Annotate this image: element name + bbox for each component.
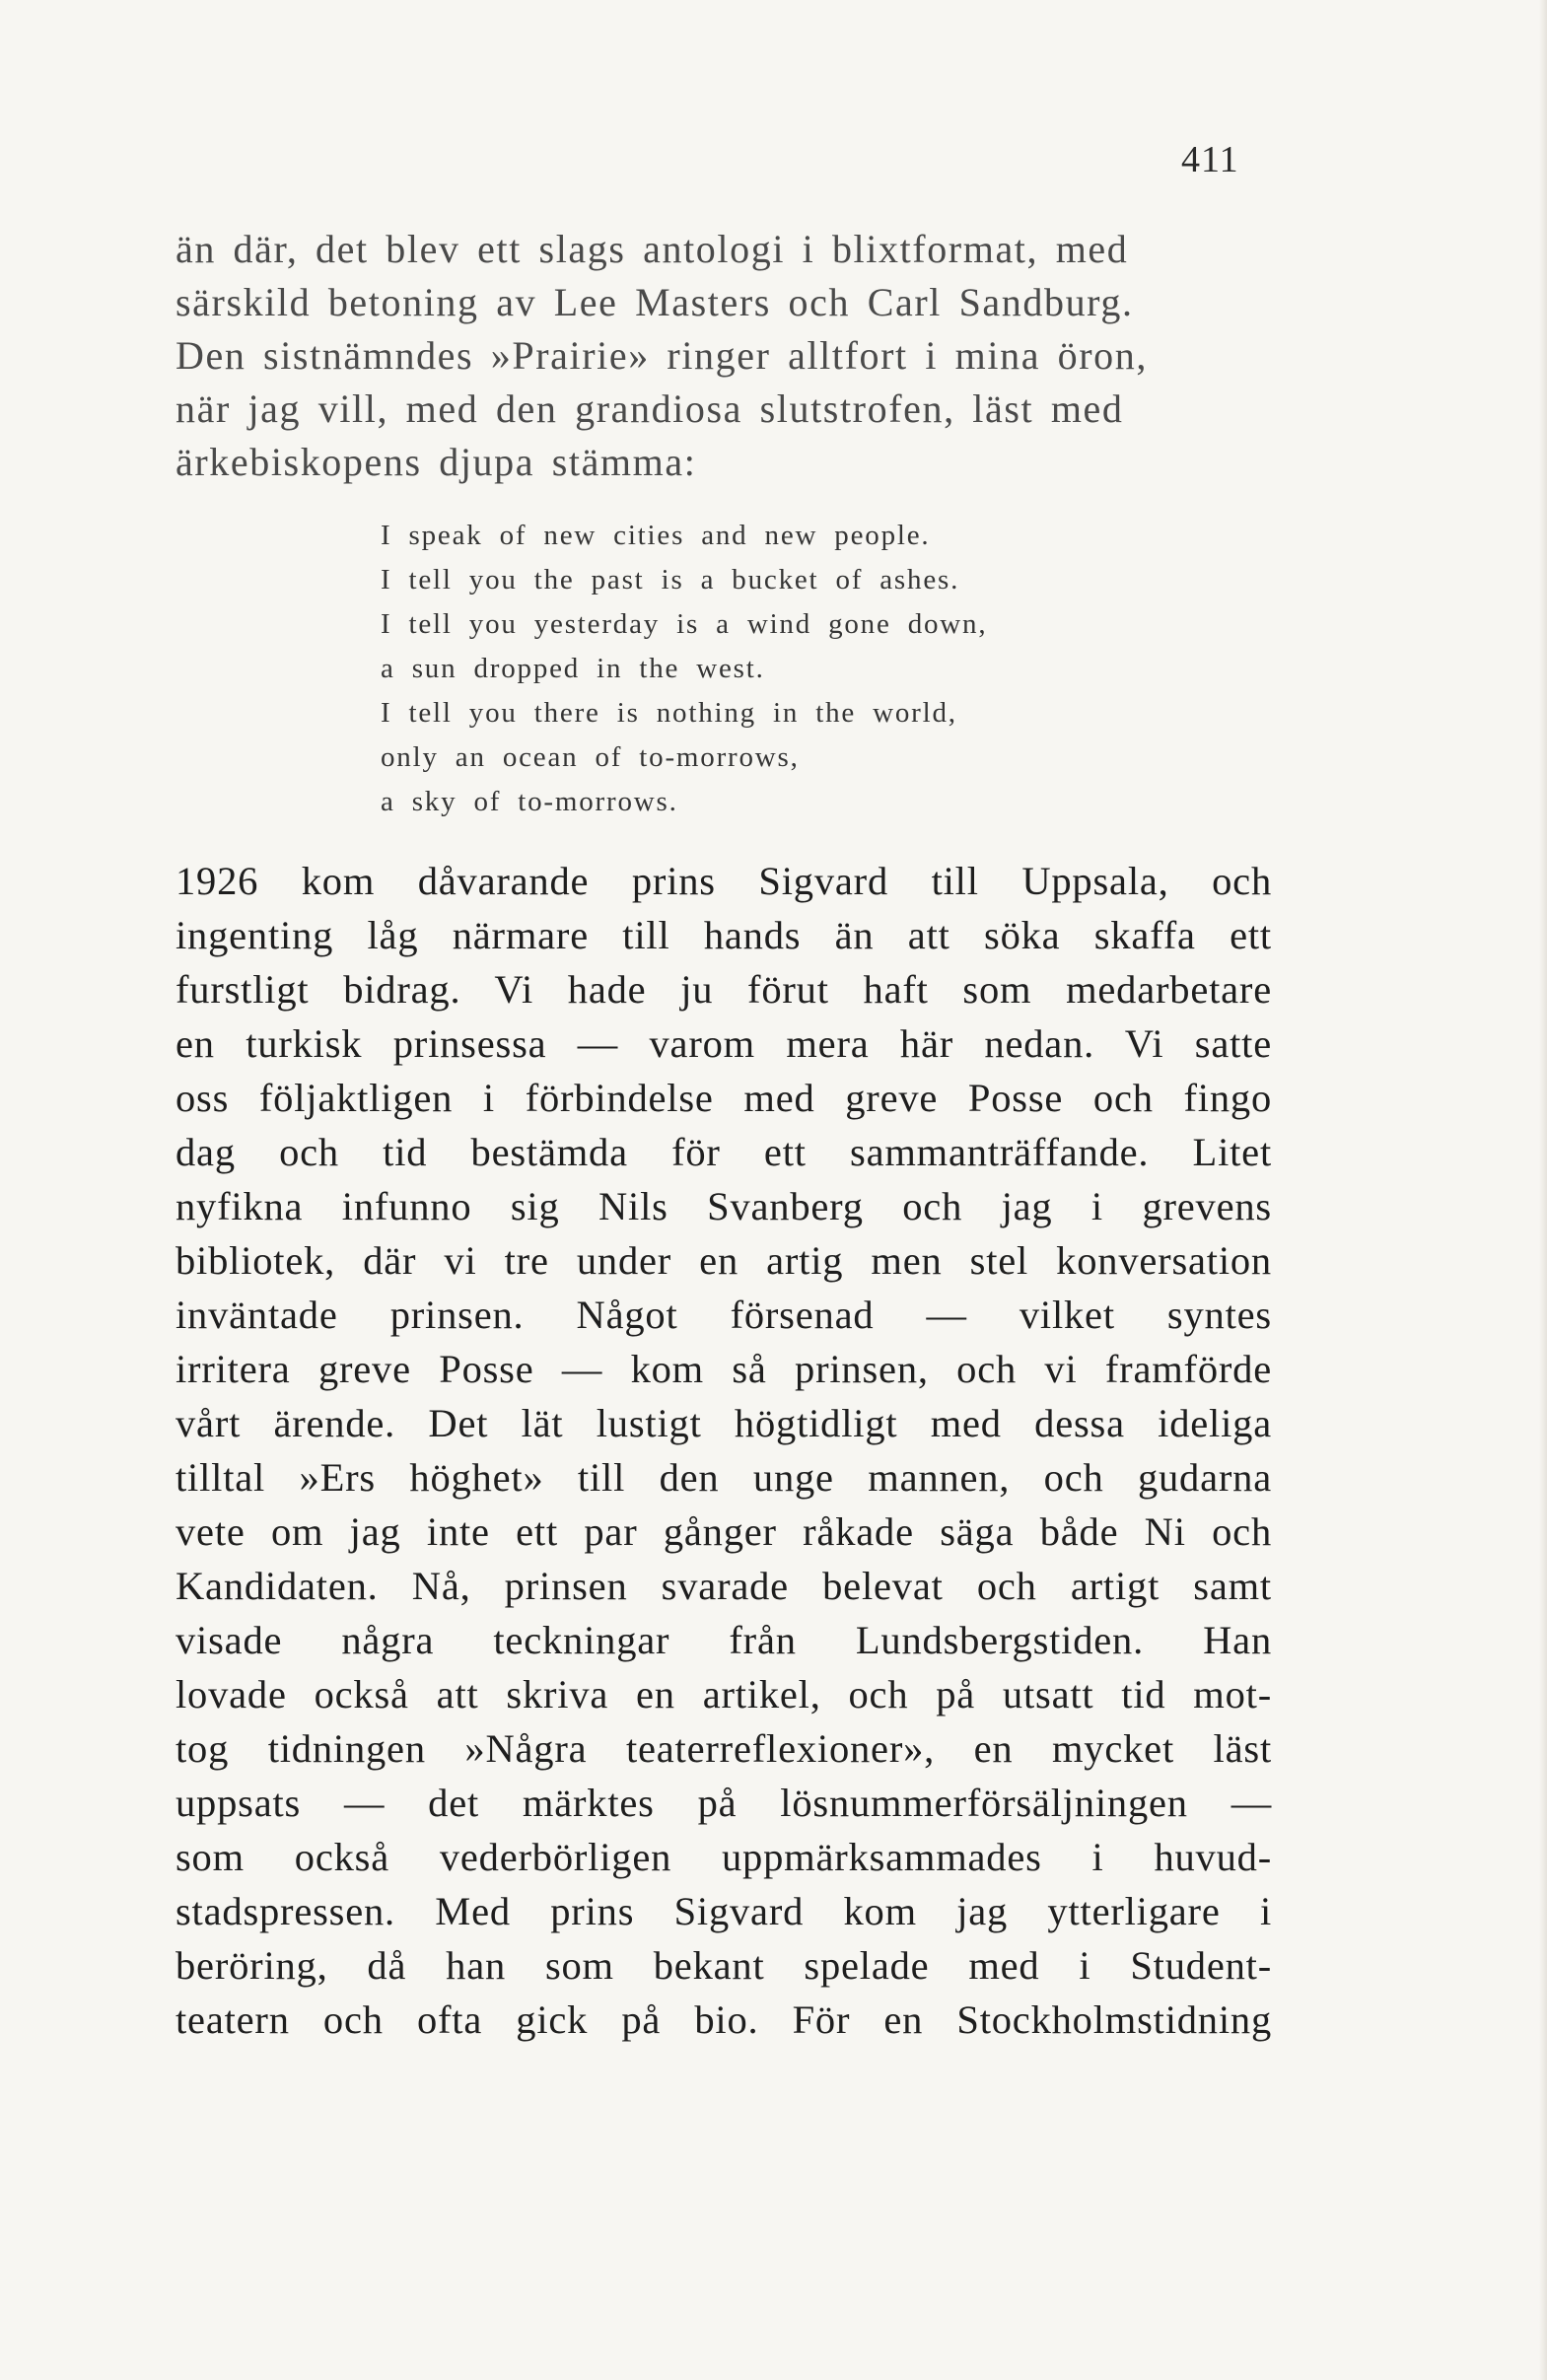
paragraph-line: när jag vill, med den grandiosa slutstrofen, läst med bbox=[176, 386, 1124, 431]
paragraph-line: nyfikna infunno sig Nils Svanberg och jag i grevens bbox=[176, 1184, 1272, 1228]
paragraph-line: som också vederbörligen uppmärksammades i huvud- bbox=[176, 1835, 1272, 1879]
verse-line: I speak of new cities and new people. bbox=[381, 520, 931, 551]
paragraph-line: 1926 kom dåvarande prins Sigvard till Uppsala, och bbox=[176, 859, 1272, 903]
verse-line: I tell you yesterday is a wind gone down, bbox=[381, 608, 988, 640]
paragraph-line: beröring, då han som bekant spelade med i Student- bbox=[176, 1943, 1272, 1988]
paragraph-line: inväntade prinsen. Något försenad — vilket syntes bbox=[176, 1293, 1272, 1337]
page-number: 411 bbox=[1181, 139, 1239, 180]
verse-line: a sky of to-morrows. bbox=[381, 786, 678, 817]
paragraph-line: oss följaktligen i förbindelse med greve Posse och fingo bbox=[176, 1076, 1272, 1120]
page-edge bbox=[1539, 0, 1547, 2380]
paragraph-line: Kandidaten. Nå, prinsen svarade belevat och artigt samt bbox=[176, 1564, 1272, 1608]
paragraph-line: än där, det blev ett slags antologi i blixtformat, med bbox=[176, 227, 1129, 271]
verse-line: I tell you there is nothing in the world, bbox=[381, 697, 957, 729]
paragraph-line: irritera greve Posse — kom så prinsen, och vi framförde bbox=[176, 1347, 1272, 1391]
paragraph-line: lovade också att skriva en artikel, och på utsatt tid mot- bbox=[176, 1672, 1272, 1716]
paragraph-line: furstligt bidrag. Vi hade ju förut haft som medarbetare bbox=[176, 967, 1272, 1012]
paragraph-line: en turkisk prinsessa — varom mera här nedan. Vi satte bbox=[176, 1021, 1272, 1066]
paragraph-line: bibliotek, där vi tre under en artig men stel konversation bbox=[176, 1238, 1272, 1283]
paragraph-line: vete om jag inte ett par gånger råkade säga både Ni och bbox=[176, 1509, 1272, 1554]
paragraph-line: teatern och ofta gick på bio. För en Stockholmstidning bbox=[176, 1997, 1272, 2042]
paragraph-line: ingenting låg närmare till hands än att söka skaffa ett bbox=[176, 913, 1272, 957]
paragraph-line: ärkebiskopens djupa stämma: bbox=[176, 440, 697, 484]
verse-line: I tell you the past is a bucket of ashes. bbox=[381, 564, 960, 595]
verse-line: a sun dropped in the west. bbox=[381, 653, 765, 684]
paragraph-line: tilltal »Ers höghet» till den unge mannen, och gudarna bbox=[176, 1455, 1272, 1500]
paragraph-line: dag och tid bestämda för ett sammanträffande. Litet bbox=[176, 1130, 1272, 1174]
paragraph-line: vårt ärende. Det lät lustigt högtidligt med dessa ideliga bbox=[176, 1401, 1272, 1445]
paragraph-line: stadspressen. Med prins Sigvard kom jag ytterligare i bbox=[176, 1889, 1272, 1933]
paragraph-line: visade några teckningar från Lundsbergstiden. Han bbox=[176, 1618, 1272, 1662]
paragraph-line: Den sistnämndes »Prairie» ringer alltfort i mina öron, bbox=[176, 333, 1148, 378]
verse-line: only an ocean of to-morrows, bbox=[381, 741, 800, 773]
paragraph-line: särskild betoning av Lee Masters och Carl Sandburg. bbox=[176, 280, 1134, 324]
paragraph-line: uppsats — det märktes på lösnummerförsäljningen — bbox=[176, 1781, 1272, 1825]
paragraph-line: tog tidningen »Några teaterreflexioner», en mycket läst bbox=[176, 1726, 1272, 1771]
